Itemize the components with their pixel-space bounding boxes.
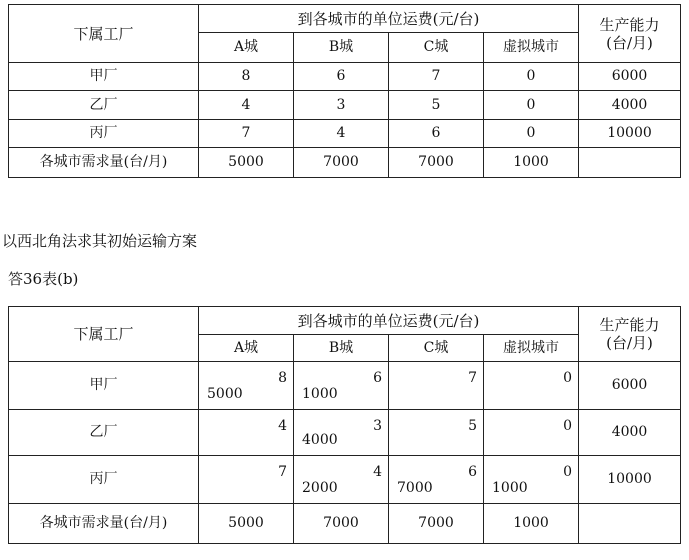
demand-cell: 1000 [484,148,579,178]
cost-cell: 3 [294,91,389,120]
demand-cell: 7000 [389,504,484,544]
allocation-cell [389,362,484,410]
allocation-table [8,306,681,544]
demand-label: 各城市需求量(台/月) [9,148,199,178]
capacity-cell: 6000 [579,63,681,91]
city-header: C城 [389,335,484,362]
cost-cell: 7 [199,120,294,148]
allocation-cell [294,410,389,456]
demand-cell: 7000 [389,148,484,178]
city-header: C城 [389,33,484,63]
demand-cell: 7000 [294,504,389,544]
allocation-amount: 1000 [492,480,528,497]
capacity-cell: 4000 [579,91,681,120]
unit-cost: 4 [373,464,382,480]
capacity-cell: 4000 [579,410,681,456]
factory-name: 甲厂 [9,63,199,91]
factory-name: 甲厂 [9,362,199,410]
allocation-cell [294,456,389,504]
city-header: 虚拟城市 [484,33,579,63]
allocation-cell [484,362,579,410]
cost-cell: 5 [389,91,484,120]
unit-cost: 5 [468,418,477,434]
capacity-header-line1: 生产能力 [599,316,660,334]
allocation-amount: 1000 [302,386,338,403]
demand-cell: 5000 [199,504,294,544]
unit-cost: 0 [563,418,573,434]
demand-cell: 5000 [199,148,294,178]
demand-label: 各城市需求量(台/月) [9,504,199,544]
city-header: A城 [199,33,294,63]
table-row [9,63,681,91]
unit-cost: 7 [278,464,287,480]
unit-cost: 7 [468,370,477,386]
cost-cell: 0 [484,120,579,148]
cost-group-header: 到各城市的单位运费(元/台) [199,307,579,335]
cost-cell: 8 [199,63,294,91]
city-header: B城 [294,335,389,362]
capacity-header [579,5,681,63]
unit-cost: 8 [278,370,287,386]
caption-text: 以西北角法求其初始运输方案 [2,232,198,250]
capacity-header-line2: (台/月) [606,334,653,352]
city-header: B城 [294,33,389,63]
factory-header: 下属工厂 [9,5,199,63]
unit-cost: 0 [563,464,573,480]
cost-cell: 4 [199,91,294,120]
allocation-amount: 4000 [302,432,338,449]
allocation-cell [294,362,389,410]
allocation-cell [484,410,579,456]
table-row [9,456,681,504]
cost-group-header: 到各城市的单位运费(元/台) [199,5,579,33]
cost-cell: 6 [294,63,389,91]
allocation-cell [199,410,294,456]
allocation-cell [389,456,484,504]
city-header: A城 [199,335,294,362]
cost-cell: 0 [484,91,579,120]
table-row [9,91,681,120]
capacity-header-line1: 生产能力 [599,15,660,34]
city-header: 虚拟城市 [484,335,579,362]
unit-cost: 3 [373,418,382,434]
factory-header: 下属工厂 [9,307,199,362]
table-label: 答36表(b) [8,270,79,288]
table-row [9,362,681,410]
allocation-cell [199,456,294,504]
demand-row [9,148,681,178]
capacity-cell: 10000 [579,456,681,504]
factory-name: 丙厂 [9,120,199,148]
capacity-header-line2: (台/月) [606,33,653,52]
allocation-amount: 5000 [207,386,243,403]
capacity-cell: 6000 [579,362,681,410]
demand-row [9,504,681,544]
table-row [9,410,681,456]
capacity-cell [579,148,681,178]
demand-cell: 1000 [484,504,579,544]
unit-cost: 6 [468,464,477,480]
factory-name: 乙厂 [9,410,199,456]
unit-cost: 4 [278,418,287,434]
cost-cell: 6 [389,120,484,148]
unit-cost: 6 [373,370,382,386]
allocation-amount: 7000 [397,480,433,497]
capacity-cell: 10000 [579,120,681,148]
factory-name: 乙厂 [9,91,199,120]
cost-cell: 0 [484,63,579,91]
cost-table [8,4,681,178]
allocation-amount: 2000 [302,480,338,497]
capacity-header [579,307,681,362]
factory-name: 丙厂 [9,456,199,504]
table-row [9,120,681,148]
demand-cell: 7000 [294,148,389,178]
cost-cell: 7 [389,63,484,91]
allocation-cell [484,456,579,504]
allocation-cell [199,362,294,410]
unit-cost: 0 [563,370,573,386]
cost-cell: 4 [294,120,389,148]
capacity-cell [579,504,681,544]
allocation-cell [389,410,484,456]
